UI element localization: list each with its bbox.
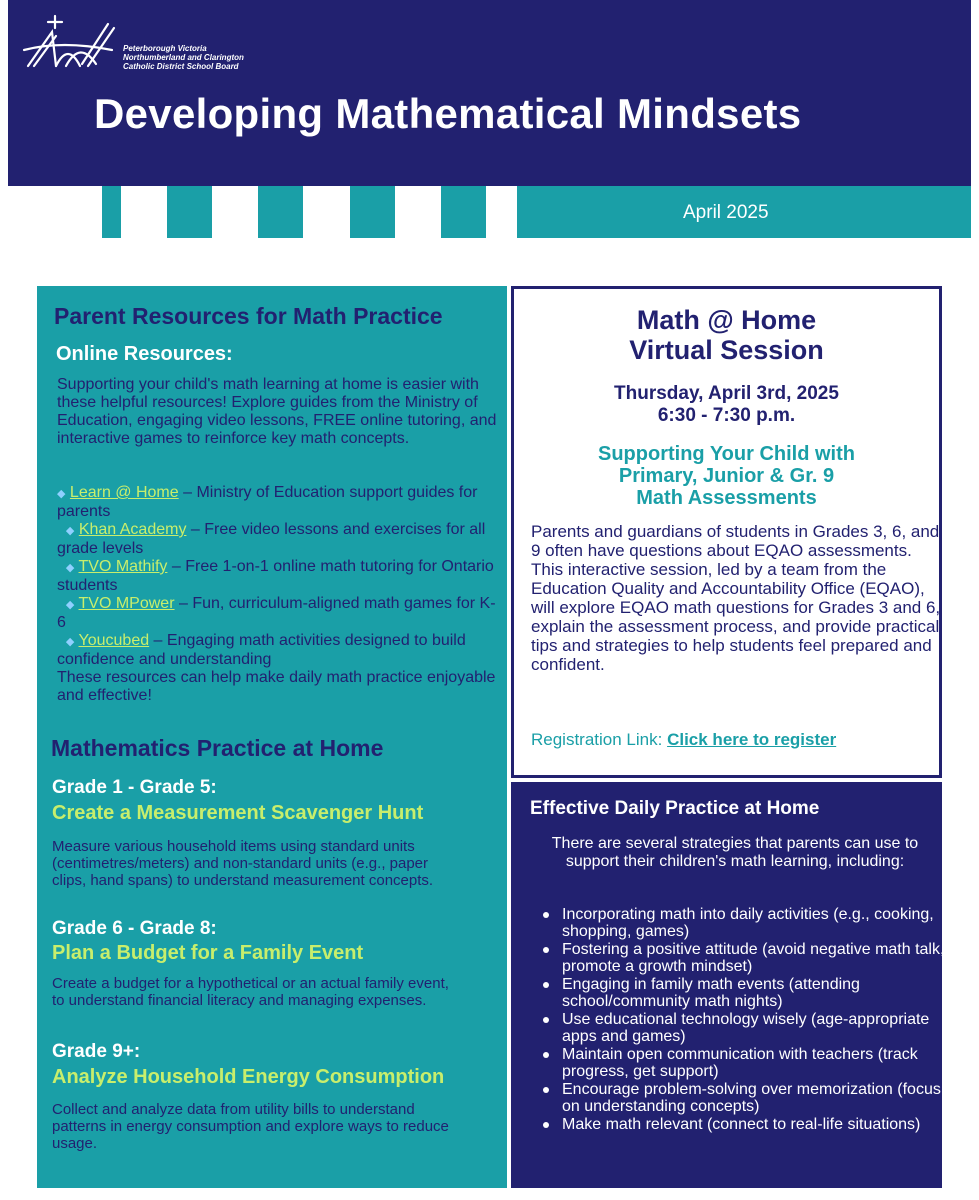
activity-description: Create a budget for a hypothetical or an actual family event, to understand financial literacy and managing expenses.	[52, 975, 449, 1009]
school-board-logo-icon	[22, 14, 116, 72]
resource-description: – Engaging math activities designed to build confidence and understanding	[57, 632, 466, 668]
resource-description: – Free 1-on-1 online math tutoring for Ontario students	[57, 558, 494, 594]
resource-list	[57, 484, 503, 705]
session-description: Parents and guardians of students in Grades 3, 6, and 9 often have questions about EQAO assessments. This interactive session, led by a team from the Education Quality and Accountability Office (EQAO), will explore EQAO math questions for Grades 3 and 6, explain the assessment process, and provide practical tips and strategies to help students feel prepared and confident.	[531, 522, 941, 674]
resource-item	[57, 595, 503, 632]
parent-resources-heading: Parent Resources for Math Practice	[54, 303, 443, 329]
diamond-bullet-icon: ◆	[65, 599, 75, 611]
grade-range-label: Grade 6 - Grade 8:	[52, 918, 217, 939]
session-title: Math @ Home	[636, 305, 817, 335]
youcubed-link[interactable]: Youcubed	[78, 632, 150, 649]
virtual-session-card	[511, 286, 942, 778]
session-subtitle: Supporting Your Child with	[597, 443, 855, 465]
resource-description: – Ministry of Education support guides for parents	[57, 484, 478, 520]
strategy-item: Engaging in family math events (attending school/community math nights)	[562, 976, 962, 1010]
activity-title: Create a Measurement Scavenger Hunt	[52, 802, 424, 824]
activity-title: Analyze Household Energy Consumption	[52, 1066, 445, 1088]
resources-intro: Supporting your child's math learning at home is easier with these helpful resources! Explore guides from the Ministry of Education, engaging video lessons, FREE online tutoring, and interactive games to reinforce key math concepts.	[57, 376, 497, 447]
session-title: Virtual Session	[629, 335, 824, 365]
resource-description: – Free video lessons and exercises for all grade levels	[57, 521, 486, 557]
tvo-mathify-link[interactable]: TVO Mathify	[78, 558, 168, 575]
session-time: 6:30 - 7:30 p.m.	[657, 405, 796, 426]
strategy-item: Incorporating math into daily activities (e.g., cooking, shopping, games)	[562, 906, 962, 940]
online-resources-heading: Online Resources:	[56, 343, 233, 365]
decorative-block	[102, 186, 121, 238]
activity-title: Plan a Budget for a Family Event	[52, 942, 364, 964]
resource-item	[57, 558, 503, 595]
strategy-item: Fostering a positive attitude (avoid negative math talk, promote a growth mindset)	[562, 941, 962, 975]
strategy-item: Make math relevant (connect to real-life situations)	[562, 1116, 962, 1133]
daily-practice-panel	[511, 782, 945, 1188]
tvo-mpower-link[interactable]: TVO MPower	[78, 595, 175, 612]
register-link[interactable]: Click here to register	[667, 730, 837, 749]
decorative-block	[258, 186, 303, 238]
decorative-block	[350, 186, 395, 238]
diamond-bullet-icon: ◆	[57, 488, 66, 500]
grade-range-label: Grade 9+:	[52, 1041, 141, 1062]
resources-closing: These resources can help make daily math practice enjoyable and effective!	[57, 669, 496, 704]
page-title: Developing Mathematical Mindsets	[94, 90, 802, 137]
strategy-item: Encourage problem-solving over memorization (focus on understanding concepts)	[562, 1081, 962, 1115]
resource-item	[57, 484, 503, 521]
grade-range-label: Grade 1 - Grade 5:	[52, 777, 217, 798]
strategy-item: Use educational technology wisely (age-appropriate apps and games)	[562, 1011, 962, 1045]
session-date: Thursday, April 3rd, 2025	[614, 383, 839, 404]
decorative-block	[167, 186, 212, 238]
school-board-name: Peterborough Victoria Northumberland and Clarington Catholic District School Board	[123, 44, 244, 71]
practice-at-home-heading: Mathematics Practice at Home	[51, 735, 384, 761]
resource-description: – Fun, curriculum-aligned math games for K-6	[57, 595, 496, 631]
daily-practice-heading: Effective Daily Practice at Home	[530, 798, 820, 819]
resource-item	[57, 521, 503, 558]
daily-practice-intro: There are several strategies that parents can use to support their children's math learning, including:	[551, 835, 919, 870]
issue-date: April 2025	[683, 202, 769, 223]
strategy-list	[535, 906, 962, 1133]
activity-description: Measure various household items using standard units (centimetres/meters) and non-standard units (e.g., paper clips, hand spans) to understand measurement concepts.	[52, 838, 434, 889]
diamond-bullet-icon: ◆	[65, 525, 75, 537]
registration-row	[531, 730, 836, 750]
learn-at-home-link[interactable]: Learn @ Home	[69, 484, 179, 501]
khan-academy-link[interactable]: Khan Academy	[78, 521, 187, 538]
decorative-block	[441, 186, 486, 238]
resource-item	[57, 632, 503, 669]
activity-description: Collect and analyze data from utility bills to understand patterns in energy consumption and explore ways to reduce usage.	[52, 1101, 449, 1152]
strategy-item: Maintain open communication with teachers (track progress, get support)	[562, 1046, 962, 1080]
session-subtitle: Primary, Junior & Gr. 9	[618, 465, 835, 487]
session-subtitle: Math Assessments	[636, 487, 817, 509]
registration-label: Registration Link:	[531, 730, 668, 749]
diamond-bullet-icon: ◆	[65, 636, 75, 648]
diamond-bullet-icon: ◆	[65, 562, 75, 574]
